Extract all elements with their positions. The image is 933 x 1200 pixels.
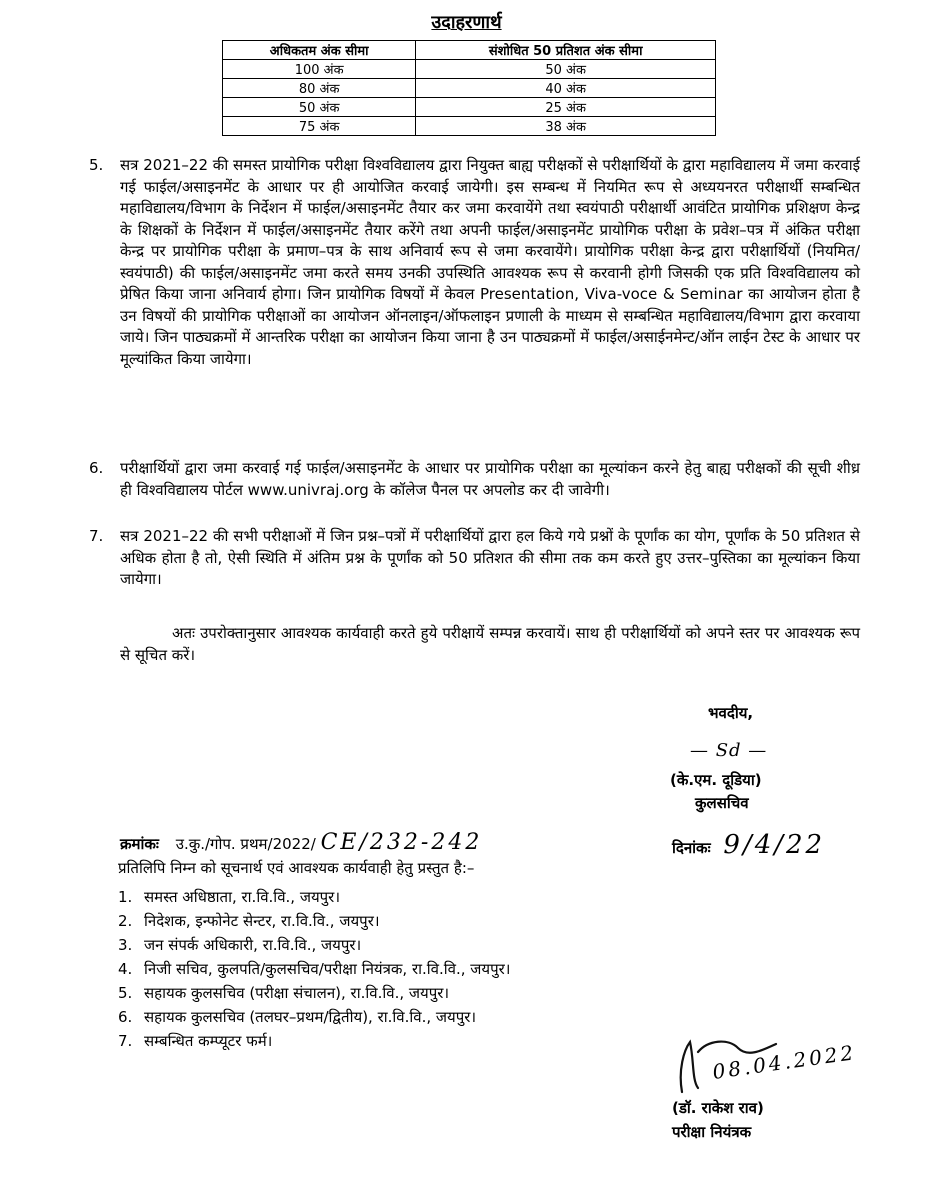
sd-mark: — Sd — — [690, 740, 768, 761]
point-text: सत्र 2021–22 की समस्त प्रायोगिक परीक्षा विश्वविद्यालय द्वारा नियुक्त बाह्य परीक्षकों से परीक्षार्थियों के द्वारा महाविद्यालय में जमा करवाई गई फाईल/असाइनमेंट के आधार पर ही आयोजित करवाई जायेगी। इस सम्बन्ध में नियमित रूप से अध्ययनरत परीक्षार्थी सम्बन्धित महाविद्यालय/विभाग के निर्देशन में फाईल/असाइनमेंट तैयार कर जमा करवायेंगे तथा स्वयंपाठी परीक्षार्थी आवंटित प्रायोगिक प्रशिक्षण केन्द्र के शिक्षकों के निर्देशन में फाईल/असाइनमेंट तैयार करेंगे तथा अपनी फाईल/असाइनमेंट प्रायोगिक परीक्षा के प्रवेश–पत्र में अंकित परीक्षा केन्द्र पर प्रायोगिक परीक्षा के प्रमाण–पत्र के साथ अनिवार्य रूप से जमा करवायेंगे। प्रायोगिक परीक्षा केन्द्र द्वारा परीक्षार्थियों (नियमित/स्वयंपाठी) की फाईल/असाइनमेंट जमा करते समय उनकी उपस्थिति आवश्यक रूप से करवानी होगी जिसकी एक प्रति विश्वविद्यालय को प्रेषित किया जाना अनिवार्य होगा। जिन प्रायोगिक विषयों में केवल Presentation, Viva-voce & Seminar का आयोजन होता है उन विषयों की प्रायोगिक परीक्षाओं का आयोजन ऑनलाइन/ऑफलाइन प्रणाली के माध्यम से सम्बन्धित महाविद्यालय/विभाग द्वारा करवाया जाये। जिन पाठ्यक्रमों में आन्तरिक परीक्षा का आयोजन किया जाना है उन पाठ्यक्रमों में फाईल/असाईनमेन्ट/ऑन लाईन टेस्ट के आधार पर मूल्यांकित किया जायेगा। — [120, 156, 860, 368]
table-header-revised-marks: संशोधित 50 प्रतिशत अंक सीमा — [416, 41, 716, 60]
list-item-number: 4. — [118, 960, 133, 978]
list-item — [118, 1029, 510, 1053]
table-cell: 38 अंक — [416, 117, 716, 136]
point-text: परीक्षार्थियों द्वारा जमा करवाई गई फाईल/असाइनमेंट के आधार पर प्रायोगिक परीक्षा का मूल्यांकन करने हेतु बाह्य परीक्षकों की सूची शीध्र ही विश्वविद्यालय पोर्टल www.univraj.org के कॉलेज पैनल पर अपलोड कर दी जावेगी। — [120, 459, 860, 499]
table-cell: 75 अंक — [223, 117, 416, 136]
point-5 — [89, 155, 860, 370]
point-text: सत्र 2021–22 की सभी परीक्षाओं में जिन प्रश्न–पत्रों में परीक्षार्थियों द्वारा हल किये गये प्रश्नों के पूर्णांक का योग, पूर्णांक के 50 प्रतिशत से अधिक होता है तो, ऐसी स्थिति में अंतिम प्रश्न के पूर्णांक को 50 प्रतिशत की सीमा तक कम करते हुए उत्तर–पुस्तिका का मूल्यांकन किया जायेगा। — [120, 527, 860, 588]
signature-date: 08.04.2022 — [711, 1040, 858, 1084]
table-row — [223, 117, 716, 136]
point-number: 6. — [89, 459, 104, 477]
marks-table — [222, 40, 716, 136]
table-row — [223, 79, 716, 98]
date-label: दिनांकः — [672, 839, 711, 857]
date-handwritten: 9/4/22 — [723, 830, 826, 860]
copy-intro: प्रतिलिपि निम्न को सूचनार्थ एवं आवश्यक कार्यवाही हेतु प्रस्तुत है:– — [118, 859, 475, 877]
signoff: भवदीय, — [708, 704, 754, 722]
list-item — [118, 981, 510, 1005]
reference-line — [120, 830, 482, 855]
closing-paragraph: अतः उपरोक्तानुसार आवश्यक कार्यवाही करते हुये परीक्षायें सम्पन्न करवायें। साथ ही परीक्षार्थियों को अपने स्तर पर आवश्यक रूप से सूचित करें। — [120, 624, 860, 664]
table-cell: 50 अंक — [223, 98, 416, 117]
list-item-text: निजी सचिव, कुलपति/कुलसचिव/परीक्षा नियंत्रक, रा.वि.वि., जयपुर। — [144, 960, 511, 978]
reference-label: क्रमांकः — [120, 835, 159, 853]
point-number: 7. — [89, 527, 104, 545]
list-item — [118, 909, 510, 933]
point-6 — [89, 458, 860, 501]
list-item-number: 3. — [118, 936, 133, 954]
example-heading: उदाहरणार्थ — [431, 12, 502, 33]
table-header-max-marks: अधिकतम अंक सीमा — [223, 41, 416, 60]
signer2-title: परीक्षा नियंत्रक — [672, 1123, 752, 1141]
table-cell: 40 अंक — [416, 79, 716, 98]
list-item — [118, 1005, 510, 1029]
date-line — [672, 830, 825, 860]
table-header-row — [223, 41, 716, 60]
list-item-number: 1. — [118, 888, 133, 906]
list-item-number: 7. — [118, 1032, 133, 1050]
point-7 — [89, 526, 860, 591]
table-cell: 100 अंक — [223, 60, 416, 79]
reference-number: उ.कु./गोप. प्रथम/2022/ — [175, 835, 316, 853]
list-item-number: 6. — [118, 1008, 133, 1026]
table-cell: 25 अंक — [416, 98, 716, 117]
copy-list — [118, 885, 510, 1053]
list-item-text: निदेशक, इन्फोनेट सेन्टर, रा.वि.वि., जयपुर। — [144, 912, 380, 930]
list-item — [118, 885, 510, 909]
list-item — [118, 933, 510, 957]
list-item-text: जन संपर्क अधिकारी, रा.वि.वि., जयपुर। — [144, 936, 362, 954]
signer1-name: (के.एम. दूडिया) — [670, 771, 762, 789]
list-item-number: 5. — [118, 984, 133, 1002]
signer1-title: कुलसचिव — [695, 794, 749, 812]
table-cell: 50 अंक — [416, 60, 716, 79]
point-number: 5. — [89, 156, 104, 174]
list-item — [118, 957, 510, 981]
list-item-text: समस्त अधिष्ठाता, रा.वि.वि., जयपुर। — [144, 888, 341, 906]
table-row — [223, 98, 716, 117]
list-item-number: 2. — [118, 912, 133, 930]
table-cell: 80 अंक — [223, 79, 416, 98]
signer2-name: (डॉ. राकेश राव) — [672, 1099, 764, 1117]
table-row — [223, 60, 716, 79]
list-item-text: सहायक कुलसचिव (तलघर–प्रथम/द्वितीय), रा.वि.वि., जयपुर। — [144, 1008, 477, 1026]
reference-handwritten: CE/232-242 — [320, 830, 483, 855]
list-item-text: सहायक कुलसचिव (परीक्षा संचालन), रा.वि.वि., जयपुर। — [144, 984, 450, 1002]
list-item-text: सम्बन्धित कम्प्यूटर फर्म। — [144, 1032, 273, 1050]
